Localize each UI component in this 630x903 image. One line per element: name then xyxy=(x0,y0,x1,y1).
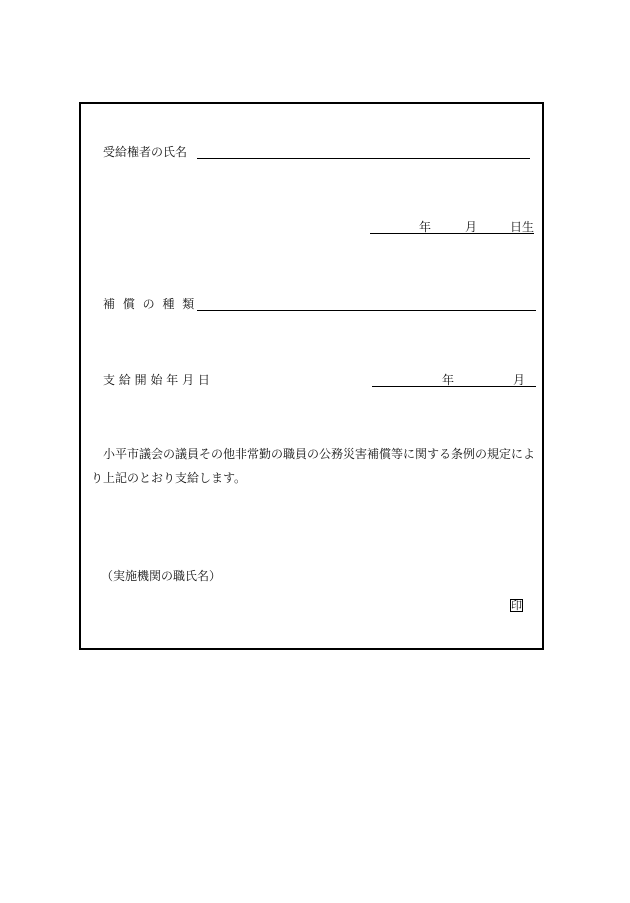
payment-start-month-label: 月 xyxy=(513,373,526,387)
birth-day-label: 日生 xyxy=(510,220,535,234)
compensation-certificate-form xyxy=(79,102,544,650)
agency-name-label: （実施機関の職氏名） xyxy=(101,569,222,583)
compensation-type-label: 補 償 の 種 類 xyxy=(103,297,197,311)
recipient-name-label: 受給権者の氏名 xyxy=(103,145,188,159)
birth-month-label: 月 xyxy=(465,220,478,234)
statement-line-2: り上記のとおり支給します。 xyxy=(91,471,247,485)
recipient-name-field[interactable] xyxy=(197,158,530,159)
payment-start-label: 支 給 開 始 年 月 日 xyxy=(103,373,210,387)
seal-mark: 印 xyxy=(511,599,522,612)
statement-line-1: 小平市議会の議員その他非常勤の職員の公務災害補償等に関する条例の規定によ xyxy=(103,447,536,461)
birth-year-label: 年 xyxy=(419,220,432,234)
compensation-type-field[interactable] xyxy=(197,310,536,311)
payment-start-year-label: 年 xyxy=(442,373,455,387)
